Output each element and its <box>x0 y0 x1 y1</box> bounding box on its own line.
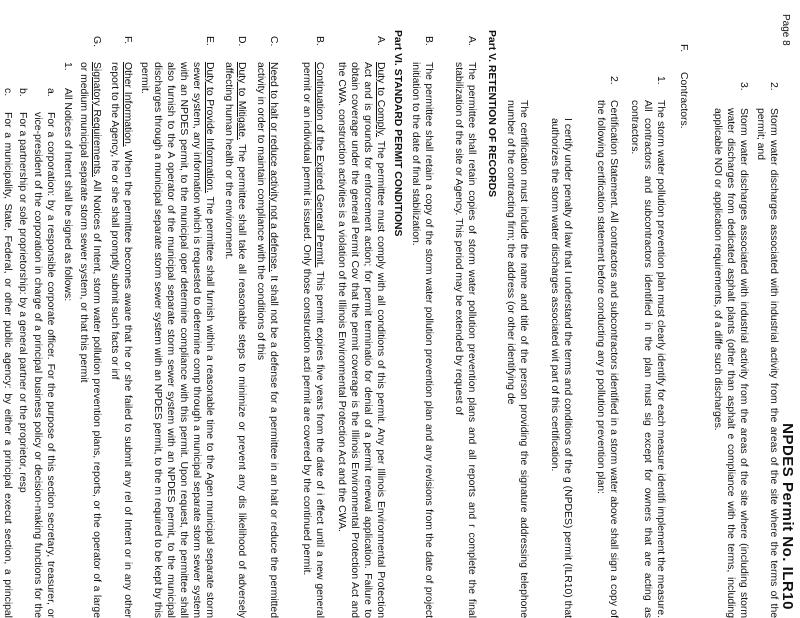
section-marker: B. <box>314 36 325 46</box>
permit-title: NPDES Permit No. ILR10 <box>779 423 796 610</box>
item-text: For a municipality, State, Federal, or other public agency: by either a principal execut section, a principal <box>2 112 13 618</box>
item-marker: 1. <box>62 62 73 71</box>
part-v-heading: Part V. RETENTION OF RECORDS <box>486 30 497 198</box>
item-text: The storm water pollution prevention plan must clearly identify for each measure identifi implement the measure. All contractors and subcontractors identified in the plan must sig except for owners that are acting as contractors. <box>629 100 666 618</box>
item-marker: 3. <box>738 82 749 91</box>
certification-note: The certification must include the name and title of the person providing the signature addressing telephone number of the contracting firm; the address (or other identifying de <box>505 100 529 618</box>
section-heading: Need to halt or reduce activity not a defense. <box>268 62 279 272</box>
section-text: The permittee shall retain copies of storm water pollution prevention plans and all reports and r complete the final stabilization of the site or Agency. This period may be extended by request of <box>453 62 477 618</box>
item-marker: 2. <box>768 82 779 91</box>
part-vi-heading: Part VI. STANDARD PERMIT CONDITIONS <box>392 30 403 237</box>
section-heading: Duty to Mitigate. <box>236 62 247 140</box>
item-text: Certification Statement. All contractors and subcontractors identified in a storm water above shall sign a copy of the following certification statement before conducting any p pollution prevention plan: <box>595 100 619 618</box>
section-marker: C. <box>268 36 279 47</box>
item-text: Storm water discharges associated with industrial activity from the areas of the site where the terms of the permit; and <box>755 108 779 618</box>
item-text: Storm water discharges associated with industrial activity from the areas of the site where (including storm water discharges from dedicated asphalt plants (other than asphalt e compliance with the terms, including applicable NOI or application requirements, of a diffe such discharges. <box>712 108 749 618</box>
section-heading: Contractors. <box>678 72 689 129</box>
section-marker: B. <box>423 36 434 46</box>
section-text: Signatory Requirements. All Notices of Intent, storm water pollution prevention plans, reports, or the operator of a large or medium municipal separate storm sewer system, or that this permit <box>78 62 102 618</box>
item-marker: b. <box>17 88 28 97</box>
section-marker: F. <box>122 36 133 45</box>
section-text: Need to halt or reduce activity not a defense. It shall not be a defense for a permittee in an halt or reduce the permitted activity in order to maintain compliance with the conditions of this <box>255 62 279 618</box>
section-text: Duty to Mitigate. The permittee shall take all reasonable steps to minimize or prevent any dis likelihood of adversely affecting human health or the environment. <box>223 62 247 618</box>
section-text: Duty to Comply. The permittee must comply with all conditions of this permit. Any per Illinois Environmental Protection Act and is grounds for enforcement action; for permit terminatio for denial of a permit renewal application. Failure to obtain coverage under the general Permit Cov that the permit coverage is the Illinois Environmental Protection Act and the CWA. construction activities is a violation of the Illinois Environmental Protection Act and the CWA. <box>336 62 386 618</box>
section-marker: D. <box>236 36 247 47</box>
section-text: Continuation of the Expired General Permit. This permit expires five years from the date of i effect until a new general permit or an individual permit is issued. Only those construction acti permit are covered by the continued permit. <box>301 62 325 618</box>
section-marker: E. <box>204 36 215 46</box>
page-number: Page 8 <box>780 14 791 46</box>
item-text: All Notices of Intent shall be signed as follows: <box>62 88 73 302</box>
item-marker: c. <box>2 88 13 97</box>
section-marker: A. <box>466 36 477 46</box>
section-text: Other Information. When the permittee becomes aware that he or she failed to submit any rel of Intent or in any other report to the Agency, he or she shall promptly submit such facts or inf <box>109 62 133 618</box>
item-text: For a partnership or sole proprietorship: by a general partner or the proprietor, resp <box>17 112 28 493</box>
section-heading: Duty to Comply. <box>375 62 386 138</box>
section-text: Duty to Provide Information. The permittee shall furnish within a reasonable time to the Agen municipal separate storm sewer system, any information which is requested to determine comp through a municipal separate storm sewer system with an NPDES permit, to the municipal oper determine compliance with this permit. Upon request, the permittee shall also furnish to the A operator of the municipal separate storm sewer system with an NPDES permit, to the municipal discharges through a municipal separate storm sewer system with an NPDES permit, to the m required to be kept by this permit. <box>139 62 215 618</box>
item-marker: 1. <box>655 76 666 85</box>
section-heading: Other Information. <box>122 62 133 147</box>
section-heading: Signatory Requirements. <box>91 62 102 177</box>
item-marker: a. <box>45 88 56 97</box>
section-marker: A. <box>375 36 386 46</box>
section-marker: F. <box>678 44 689 53</box>
certification-statement: I certify under penalty of law that I understand the terms and conditions of the g (NPDES) permit (ILR10) that authorizes the storm water discharges associated wit part of this certification. <box>549 118 573 618</box>
section-marker: G. <box>91 36 102 47</box>
item-marker: 2. <box>608 76 619 85</box>
section-text: The permittee shall retain a copy of the storm water pollution prevention plan and any revisions from the date of project initiation to the date of final stabilization. <box>410 62 434 618</box>
section-heading: Duty to Provide Information. <box>204 62 215 194</box>
item-text: For a corporation: by a responsible corporate officer. For the purpose of this section secretary, treasurer, or vice-president of the corporation in charge of a principal business policy or decision-making functions for the <box>32 112 56 618</box>
section-heading: Continuation of the Expired General Permit. <box>314 62 325 268</box>
